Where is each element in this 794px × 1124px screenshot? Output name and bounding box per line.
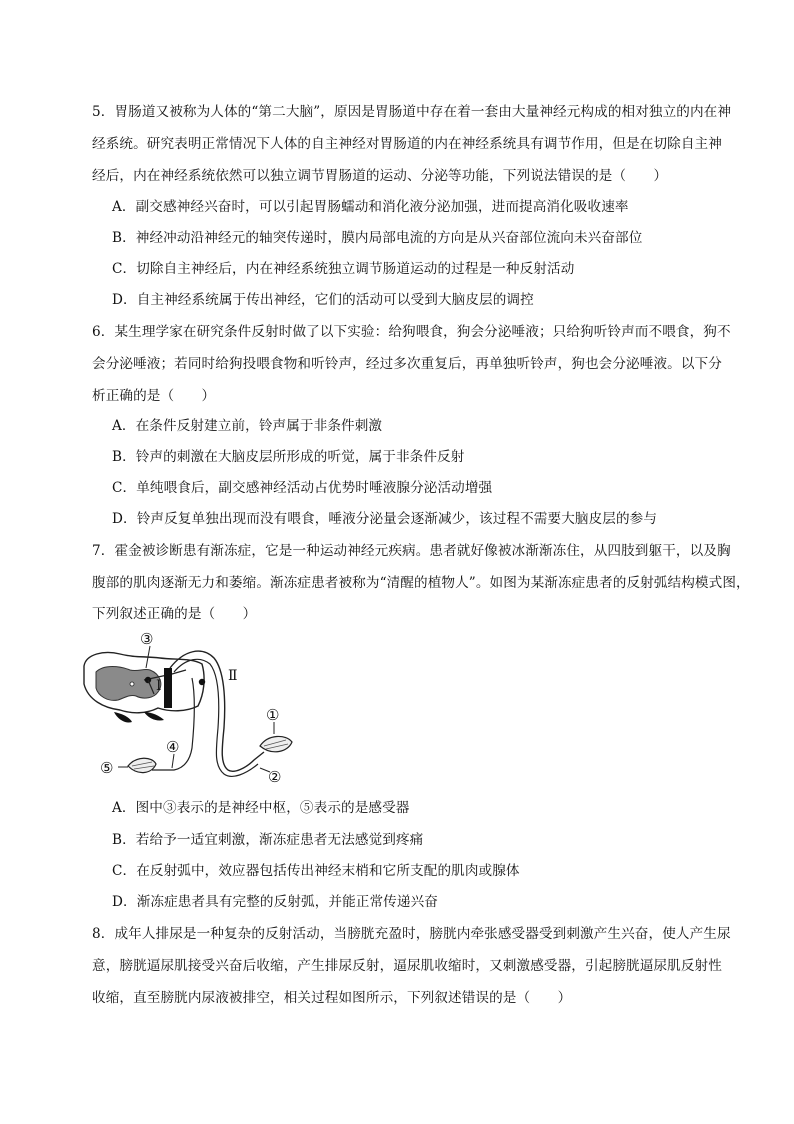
- question-6-line-1: 6．某生理学家在研究条件反射时做了以下实验：给狗喂食，狗会分泌唾液；只给狗听铃声而不喂食，狗不: [92, 324, 731, 340]
- figure-label-I: Ⅰ: [156, 678, 162, 694]
- question-5-line-3: 经后，内在神经系统依然可以独立调节胃肠道的运动、分泌等功能，下列说法错误的是（ ）: [92, 168, 668, 184]
- question-7-option-c: C．在反射弧中，效应器包括传出神经末梢和它所支配的肌肉或腺体: [112, 863, 520, 879]
- question-8-line-1: 8．成年人排尿是一种复杂的反射活动，当膀胱充盈时，膀胱内牵张感受器受到刺激产生兴奋，使人产生尿: [92, 926, 731, 942]
- grey-matter: [96, 667, 161, 701]
- question-5-option-d: D．自主神经系统属于传出神经，它们的活动可以受到大脑皮层的调控: [112, 292, 534, 308]
- question-6-line-3: 析正确的是（ ）: [92, 388, 216, 404]
- question-7-line-1: 7．霍金被诊断患有渐冻症，它是一种运动神经元疾病。患者就好像被冰渐渐冻住，从四肢到躯干，以及胸: [92, 543, 731, 559]
- question-5-option-b: B．神经冲动沿神经元的轴突传递时，膜内局部电流的方向是从兴奋部位流向未兴奋部位: [112, 230, 643, 246]
- question-6-line-2: 会分泌唾液；若同时给狗投喂食物和听铃声，经过多次重复后，再单独听铃声，狗也会分泌唾液。以下分: [92, 356, 722, 372]
- question-7-line-3: 下列叙述正确的是（ ）: [92, 606, 257, 622]
- figure-label-2: ②: [268, 768, 282, 786]
- question-8-line-2: 意，膀胱逼尿肌接受兴奋后收缩，产生排尿反射，逼尿肌收缩时，又刺激感受器，引起膀胱逼尿肌反射性: [92, 958, 722, 974]
- question-5-option-a: A．副交感神经兴奋时，可以引起胃肠蠕动和消化液分泌加强，进而提高消化吸收速率: [112, 199, 629, 215]
- question-6-option-d: D．铃声反复单独出现而没有喂食，唾液分泌量会逐渐减少，该过程不需要大脑皮层的参与: [112, 511, 658, 527]
- ventral-root: [114, 712, 132, 723]
- question-7-option-d: D．渐冻症患者具有完整的反射弧，并能正常传递兴奋: [112, 894, 438, 910]
- ventral-root-2: [144, 712, 164, 721]
- figure-label-4: ④: [166, 738, 180, 756]
- question-6-option-a: A．在条件反射建立前，铃声属于非条件刺激: [112, 418, 383, 434]
- question-6-option-c: C．单纯喂食后，副交感神经活动占优势时唾液腺分泌活动增强: [112, 480, 493, 496]
- figure-label-1: ①: [266, 706, 280, 724]
- figure-label-3: ③: [140, 630, 154, 648]
- question-5-line-2: 经系统。研究表明正常情况下人体的自主神经对胃肠道的内在神经系统具有调节作用，但是在切除自主神: [92, 136, 722, 152]
- question-7-option-b: B．若给予一适宜刺激，渐冻症患者无法感觉到疼痛: [112, 832, 424, 848]
- question-8-line-3: 收缩，直至膀胱内尿液被排空，相关过程如图所示，下列叙述错误的是（ ）: [92, 990, 572, 1006]
- figure-label-5: ⑤: [100, 759, 114, 777]
- effector-shape: [128, 758, 156, 772]
- question-6-option-b: B．铃声的刺激在大脑皮层所形成的听觉，属于非条件反射: [112, 449, 465, 465]
- question-5-option-c: C．切除自主神经后，内在神经系统独立调节肠道运动的过程是一种反射活动: [112, 261, 575, 277]
- figure-label-II: Ⅱ: [228, 668, 238, 684]
- reflex-arc-figure: [74, 628, 308, 786]
- question-7-option-a: A．图中③表示的是神经中枢，⑤表示的是感受器: [112, 800, 410, 816]
- question-7-line-2: 腹部的肌肉逐渐无力和萎缩。渐冻症患者被称为“清醒的植物人”。如图为某渐冻症患者的反射弧结构模式图，: [92, 575, 750, 591]
- question-5-line-1: 5．胃肠道又被称为人体的“第二大脑”，原因是胃肠道中存在着一套由大量神经元构成的相对独立的内在神: [92, 104, 732, 120]
